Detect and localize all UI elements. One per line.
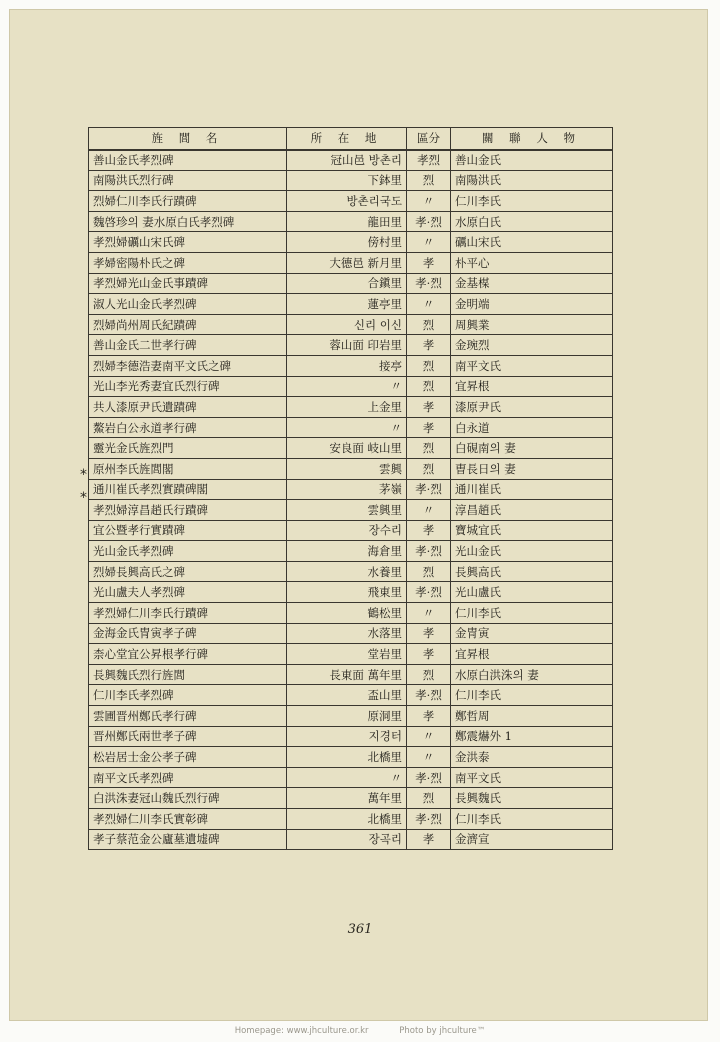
cell-name: 共人漆原尹氏遺蹟碑 (89, 397, 287, 418)
table-row (89, 623, 613, 644)
cell-location: 水落里 (287, 623, 407, 644)
table-row (89, 150, 613, 171)
cell-name: 鰲岩白公永道孝行碑 (89, 417, 287, 438)
cell-category: 烈 (407, 561, 451, 582)
cell-category: 烈 (407, 458, 451, 479)
cell-location: 飛東里 (287, 582, 407, 603)
cell-name: 宜公暨孝行實蹟碑 (89, 520, 287, 541)
cell-location: 堂岩里 (287, 644, 407, 665)
table-row (89, 314, 613, 335)
table-row (89, 561, 613, 582)
cell-name: 白洪洙妻冠山魏氏烈行碑 (89, 788, 287, 809)
cell-category: 烈 (407, 788, 451, 809)
table-row (89, 809, 613, 830)
table-row (89, 397, 613, 418)
cell-related-person: 宜昇根 (451, 644, 613, 665)
cell-name: 魏啓珍의 妻水原白氏孝烈碑 (89, 211, 287, 232)
cell-category: 孝·烈 (407, 479, 451, 500)
cell-name: 南平文氏孝烈碑 (89, 767, 287, 788)
cell-related-person: 南平文氏 (451, 355, 613, 376)
table-row (89, 788, 613, 809)
cell-name: 通川崔氏孝烈實蹟碑閣 (89, 479, 287, 500)
cell-category: 〃 (407, 726, 451, 747)
cell-location: 신리 이신 (287, 314, 407, 335)
cell-name: 孝烈婦仁川李氏實彰碑 (89, 809, 287, 830)
shrine-list-table (88, 127, 613, 850)
cell-name: 善山金氏二世孝行碑 (89, 335, 287, 356)
cell-location: 傍村里 (287, 232, 407, 253)
cell-location: 雲興 (287, 458, 407, 479)
cell-name: 孝烈婦淳昌趙氏行蹟碑 (89, 500, 287, 521)
cell-location: 原洞里 (287, 706, 407, 727)
cell-name: 烈婦尚州周氏紀蹟碑 (89, 314, 287, 335)
cell-related-person: 仁川李氏 (451, 809, 613, 830)
cell-location: 蓉山面 印岩里 (287, 335, 407, 356)
cell-name: 孝烈婦礪山宋氏碑 (89, 232, 287, 253)
cell-related-person: 金基楳 (451, 273, 613, 294)
cell-location: 장곡리 (287, 829, 407, 850)
cell-name: 原州李氏旌閭閣 (89, 458, 287, 479)
asterisk-marker: * (80, 490, 87, 506)
cell-name: 孝子蔡范金公廬墓遺墟碑 (89, 829, 287, 850)
cell-related-person: 長興高氏 (451, 561, 613, 582)
cell-category: 孝 (407, 417, 451, 438)
cell-category: 孝·烈 (407, 211, 451, 232)
cell-related-person: 仁川李氏 (451, 685, 613, 706)
table-row (89, 664, 613, 685)
header-category: 區分 (407, 128, 451, 150)
cell-location: 冠山邑 방촌리 (287, 150, 407, 171)
cell-category: 〃 (407, 294, 451, 315)
cell-related-person: 通川崔氏 (451, 479, 613, 500)
cell-category: 孝 (407, 706, 451, 727)
table-row (89, 685, 613, 706)
cell-category: 烈 (407, 170, 451, 191)
cell-category: 孝 (407, 829, 451, 850)
cell-name: 松岩居士金公孝子碑 (89, 747, 287, 768)
cell-related-person: 寶城宜氏 (451, 520, 613, 541)
cell-category: 孝烈 (407, 150, 451, 171)
cell-category: 孝 (407, 644, 451, 665)
cell-related-person: 鄭震爀外 1 (451, 726, 613, 747)
table-row (89, 252, 613, 273)
header-related-person: 關 聯 人 物 (451, 128, 613, 150)
table-row (89, 479, 613, 500)
cell-category: 孝·烈 (407, 809, 451, 830)
cell-related-person: 淳昌趙氏 (451, 500, 613, 521)
table-row (89, 170, 613, 191)
table-row (89, 335, 613, 356)
cell-location: 蓮亭里 (287, 294, 407, 315)
header-location: 所 在 地 (287, 128, 407, 150)
cell-related-person: 金冑寅 (451, 623, 613, 644)
footer (0, 1026, 720, 1036)
table-row (89, 500, 613, 521)
table-row (89, 706, 613, 727)
cell-name: 金海金氏冑寅孝子碑 (89, 623, 287, 644)
cell-location: 水養里 (287, 561, 407, 582)
cell-location: 北橋里 (287, 747, 407, 768)
cell-related-person: 南平文氏 (451, 767, 613, 788)
cell-category: 孝 (407, 335, 451, 356)
table-row (89, 211, 613, 232)
cell-category: 孝 (407, 397, 451, 418)
cell-category: 烈 (407, 664, 451, 685)
cell-category: 烈 (407, 314, 451, 335)
cell-related-person: 金琬烈 (451, 335, 613, 356)
cell-name: 烈婦仁川李氏行蹟碑 (89, 191, 287, 212)
table-row (89, 541, 613, 562)
cell-category: 孝 (407, 520, 451, 541)
table-row (89, 417, 613, 438)
cell-related-person: 金濟宣 (451, 829, 613, 850)
cell-name: 烈婦李德浩妻南平文氏之碑 (89, 355, 287, 376)
cell-category: 〃 (407, 500, 451, 521)
cell-related-person: 仁川李氏 (451, 191, 613, 212)
cell-name: 長興魏氏烈行旌閭 (89, 664, 287, 685)
cell-location: 萬年里 (287, 788, 407, 809)
cell-location: 방촌리국도 (287, 191, 407, 212)
table-row (89, 582, 613, 603)
page-number: 361 (347, 922, 373, 937)
table-row (89, 376, 613, 397)
cell-location: 雲興里 (287, 500, 407, 521)
cell-location: 北橋里 (287, 809, 407, 830)
cell-location: 上金里 (287, 397, 407, 418)
cell-location: 大德邑 新月里 (287, 252, 407, 273)
cell-location: 鶴松里 (287, 603, 407, 624)
cell-related-person: 朴平心 (451, 252, 613, 273)
cell-name: 孝烈婦仁川李氏行蹟碑 (89, 603, 287, 624)
cell-location: 下鉢里 (287, 170, 407, 191)
cell-name: 光山李光秀妻宜氏烈行碑 (89, 376, 287, 397)
cell-category: 孝·烈 (407, 685, 451, 706)
cell-category: 孝·烈 (407, 541, 451, 562)
table-row (89, 438, 613, 459)
cell-related-person: 白硯南의 妻 (451, 438, 613, 459)
cell-category: 孝·烈 (407, 582, 451, 603)
cell-location: 〃 (287, 417, 407, 438)
header-name: 旌 閭 名 (89, 128, 287, 150)
cell-category: 〃 (407, 191, 451, 212)
table-row (89, 747, 613, 768)
cell-related-person: 礪山宋氏 (451, 232, 613, 253)
cell-location: 海倉里 (287, 541, 407, 562)
cell-related-person: 仁川李氏 (451, 603, 613, 624)
footer-homepage: Homepage: www.jhculture.or.kr (234, 1026, 369, 1036)
table-row (89, 767, 613, 788)
table-row (89, 603, 613, 624)
cell-name: 淑人光山金氏孝烈碑 (89, 294, 287, 315)
cell-related-person: 金洪泰 (451, 747, 613, 768)
asterisk-marker: * (80, 467, 87, 483)
cell-category: 烈 (407, 438, 451, 459)
cell-category: 〃 (407, 747, 451, 768)
cell-related-person: 善山金氏 (451, 150, 613, 171)
cell-location: 合鎭里 (287, 273, 407, 294)
cell-related-person: 周興業 (451, 314, 613, 335)
cell-location: 〃 (287, 767, 407, 788)
cell-name: 靈光金氏旌烈門 (89, 438, 287, 459)
table-row (89, 829, 613, 850)
cell-category: 烈 (407, 376, 451, 397)
cell-location: 安良面 岐山里 (287, 438, 407, 459)
cell-location: 盃山里 (287, 685, 407, 706)
cell-category: 孝·烈 (407, 273, 451, 294)
cell-related-person: 金明端 (451, 294, 613, 315)
table-row (89, 294, 613, 315)
cell-name: 柰心堂宜公昇根孝行碑 (89, 644, 287, 665)
cell-category: 孝 (407, 252, 451, 273)
table-row (89, 458, 613, 479)
table-row (89, 644, 613, 665)
cell-name: 雲圃晋州鄭氏孝行碑 (89, 706, 287, 727)
table-row (89, 273, 613, 294)
table-row (89, 191, 613, 212)
cell-name: 晋州鄭氏兩世孝子碑 (89, 726, 287, 747)
cell-related-person: 曺長日의 妻 (451, 458, 613, 479)
cell-name: 善山金氏孝烈碑 (89, 150, 287, 171)
cell-name: 南陽洪氏烈行碑 (89, 170, 287, 191)
table-row (89, 355, 613, 376)
table-row (89, 726, 613, 747)
cell-name: 仁川李氏孝烈碑 (89, 685, 287, 706)
footer-photo-credit: Photo by jhculture™ (399, 1026, 486, 1036)
cell-location: 장수리 (287, 520, 407, 541)
cell-location: 茅嶺 (287, 479, 407, 500)
cell-related-person: 水原白洪洙의 妻 (451, 664, 613, 685)
cell-name: 光山盧夫人孝烈碑 (89, 582, 287, 603)
cell-name: 光山金氏孝烈碑 (89, 541, 287, 562)
cell-related-person: 白永道 (451, 417, 613, 438)
cell-location: 長東面 萬年里 (287, 664, 407, 685)
table-header-row (89, 128, 613, 150)
cell-location: 〃 (287, 376, 407, 397)
cell-related-person: 光山金氏 (451, 541, 613, 562)
cell-related-person: 長興魏氏 (451, 788, 613, 809)
cell-name: 孝烈婦光山金氏事蹟碑 (89, 273, 287, 294)
cell-category: 〃 (407, 232, 451, 253)
cell-category: 孝 (407, 623, 451, 644)
cell-location: 지경터 (287, 726, 407, 747)
cell-related-person: 宜昇根 (451, 376, 613, 397)
cell-related-person: 南陽洪氏 (451, 170, 613, 191)
cell-location: 龍田里 (287, 211, 407, 232)
cell-name: 烈婦長興高氏之碑 (89, 561, 287, 582)
cell-related-person: 漆原尹氏 (451, 397, 613, 418)
cell-related-person: 光山盧氏 (451, 582, 613, 603)
cell-category: 〃 (407, 603, 451, 624)
cell-category: 孝·烈 (407, 767, 451, 788)
cell-category: 烈 (407, 355, 451, 376)
table-row (89, 520, 613, 541)
table-row (89, 232, 613, 253)
cell-related-person: 鄭哲周 (451, 706, 613, 727)
cell-location: 接亭 (287, 355, 407, 376)
cell-name: 孝婦密陽朴氏之碑 (89, 252, 287, 273)
cell-related-person: 水原白氏 (451, 211, 613, 232)
